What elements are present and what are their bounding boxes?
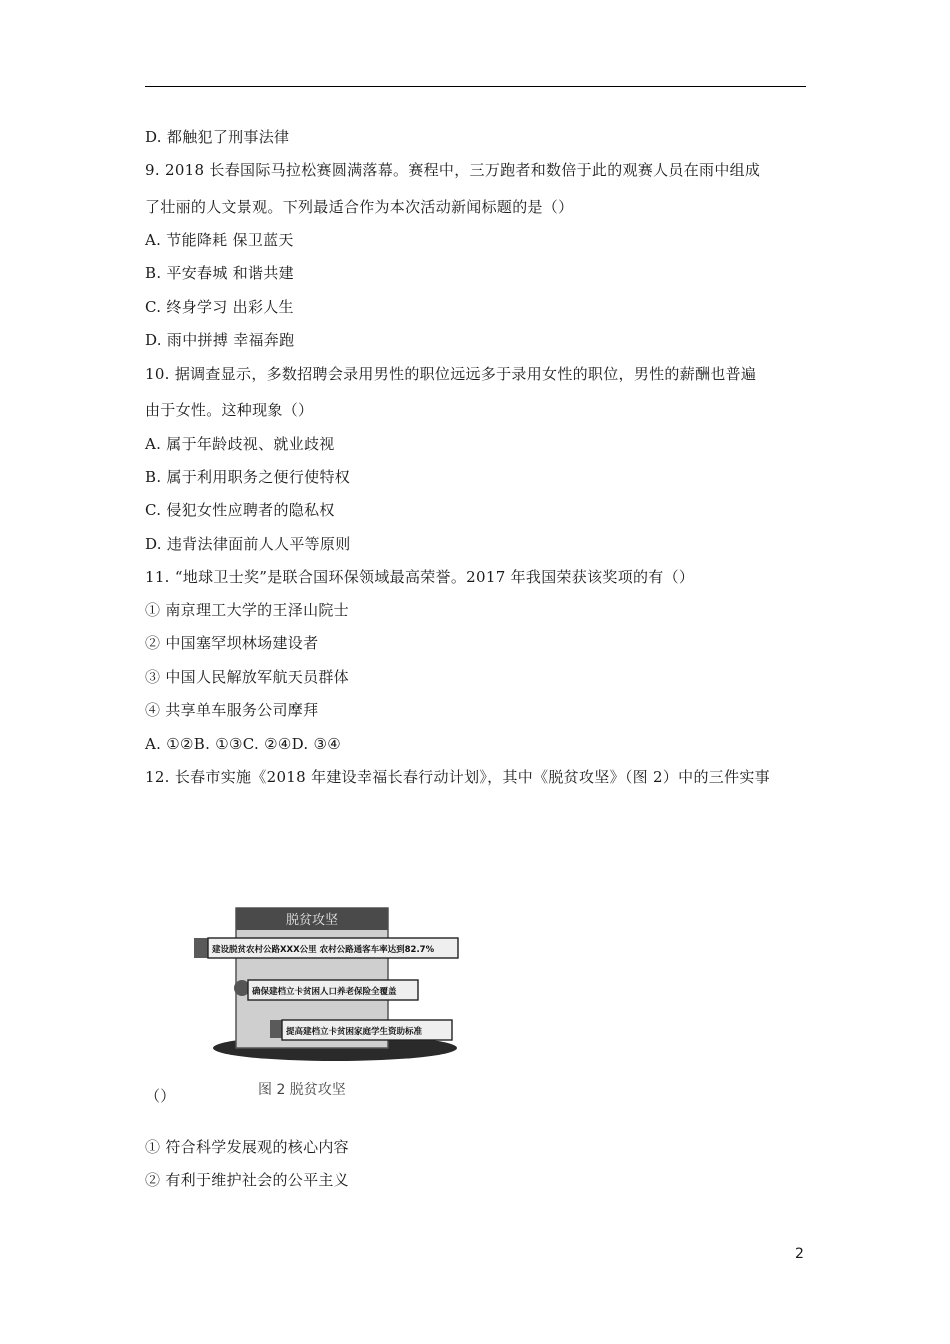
text-line: C. 终身学习 出彩人生 [145, 298, 294, 316]
header-rule [145, 86, 806, 87]
figure-poverty-board [190, 900, 480, 1100]
text-line: A. ①②B. ①③C. ②④D. ③④ [145, 735, 342, 753]
board-title: 脱贫攻坚 [285, 913, 339, 928]
board-item: 提高建档立卡贫困家庭学生资助标准 [286, 1027, 423, 1037]
board-item: 确保建档立卡贫困人口养老保险全覆盖 [252, 987, 397, 997]
text-line: 由于女性。这种现象（） [145, 401, 314, 419]
text-line: ④ 共享单车服务公司摩拜 [145, 701, 319, 719]
board-item: 建设脱贫农村公路XXX公里 农村公路通客车率达到82.7% [212, 945, 435, 955]
text-line: B. 属于利用职务之便行使特权 [145, 468, 351, 486]
text-line: B. 平安春城 和谐共建 [145, 264, 294, 282]
text-line: D. 雨中拼搏 幸福奔跑 [145, 331, 295, 349]
text-line: ① 符合科学发展观的核心内容 [145, 1138, 349, 1156]
text-line: D. 违背法律面前人人平等原则 [145, 535, 351, 553]
board-illustration [190, 900, 480, 1100]
text-line: ① 南京理工大学的王泽山院士 [145, 601, 349, 619]
text-line: （） [145, 1087, 176, 1105]
text-line: ③ 中国人民解放军航天员群体 [145, 668, 349, 686]
text-line: A. 属于年龄歧视、就业歧视 [145, 435, 335, 453]
text-line: A. 节能降耗 保卫蓝天 [145, 231, 294, 249]
text-line: 了壮丽的人文景观。下列最适合作为本次活动新闻标题的是（） [145, 198, 574, 216]
figure-caption: 图 2 脱贫攻坚 [258, 1082, 346, 1098]
text-line: 11. “地球卫士奖”是联合国环保领域最高荣誉。2017 年我国荣获该奖项的有（） [145, 568, 695, 586]
text-line: 9. 2018 长春国际马拉松赛圆满落幕。赛程中，三万跑者和数倍于此的观赛人员在雨中组成 [145, 161, 761, 179]
text-line: ② 中国塞罕坝林场建设者 [145, 634, 319, 652]
page-number: 2 [795, 1246, 804, 1262]
text-line: 12. 长春市实施《2018 年建设幸福长春行动计划》，其中《脱贫攻坚》（图 2）中的三件实事 [145, 768, 770, 786]
text-line: ② 有利于维护社会的公平主义 [145, 1171, 349, 1189]
text-line: C. 侵犯女性应聘者的隐私权 [145, 501, 335, 519]
text-line: D. 都触犯了刑事法律 [145, 128, 290, 146]
text-line: 10. 据调查显示，多数招聘会录用男性的职位远远多于录用女性的职位，男性的薪酬也普遍 [145, 365, 757, 383]
